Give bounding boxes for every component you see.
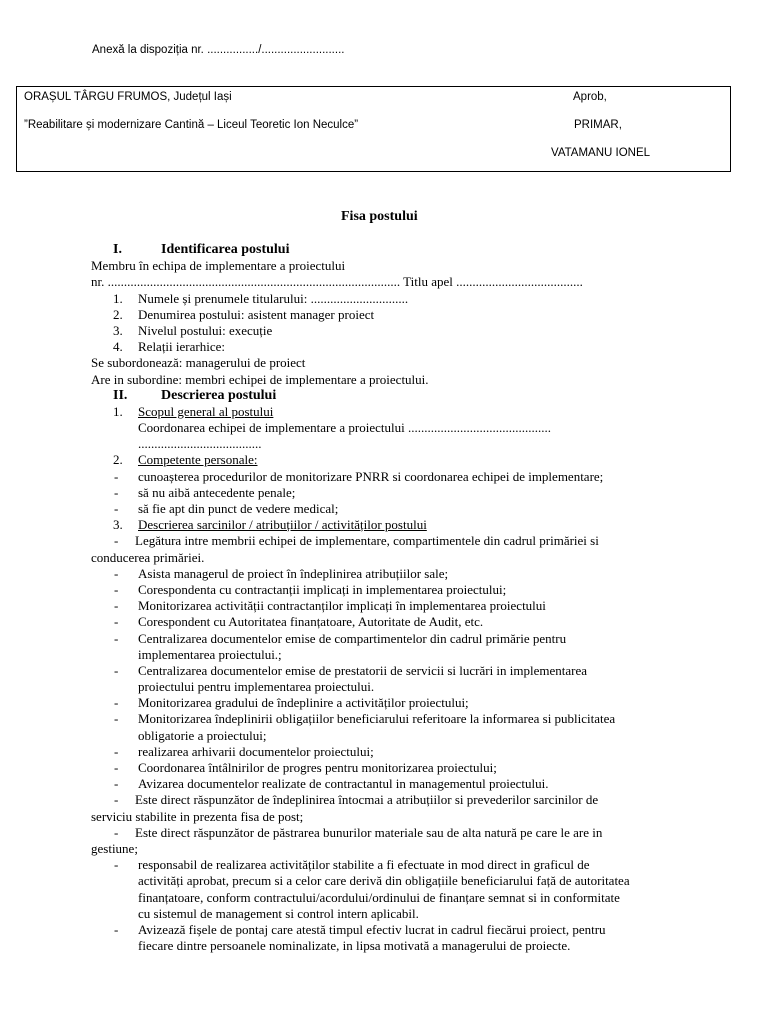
approval-label: Aprob, xyxy=(573,91,607,103)
line-text: ...................................... xyxy=(138,436,262,452)
section-heading-text: Identificarea postului xyxy=(161,242,290,257)
bullet-item xyxy=(91,631,691,647)
item-text: Nivelul postului: execuție xyxy=(138,322,273,338)
line-text: proiectului pentru implementarea proiectului. xyxy=(138,679,375,695)
bullet-item xyxy=(91,582,691,598)
paragraph-line xyxy=(91,841,691,857)
bullet-text: să fie apt din punct de vedere medical; xyxy=(138,501,339,516)
numbered-item xyxy=(91,517,691,533)
bullet-item xyxy=(91,485,691,501)
item-number: 3. xyxy=(113,322,123,338)
bullet-item xyxy=(91,922,691,938)
line-text: obligatorie a proiectului; xyxy=(138,727,267,743)
dash-bullet: - xyxy=(114,598,119,614)
item-text: Competente personale: xyxy=(138,452,258,468)
line-text: gestiune; xyxy=(91,840,138,856)
continuation-line xyxy=(91,728,691,744)
bullet-text: Corespondent cu Autoritatea finanțatoare, Autoritate de Audit, etc. xyxy=(138,614,484,630)
numbered-item xyxy=(91,291,691,307)
header-box xyxy=(16,86,731,172)
bullet-text: Este direct răspunzător de îndeplinirea întocmai a atribuțiilor si prevederilor sarcinilor de xyxy=(135,792,599,808)
dash-bullet: - xyxy=(114,533,119,549)
annex-reference: Anexă la dispoziția nr. ................/.......................... xyxy=(92,44,345,56)
continuation-line xyxy=(91,906,691,922)
bullet-item xyxy=(91,501,691,517)
dash-bullet: - xyxy=(114,857,119,873)
dash-bullet: - xyxy=(114,743,119,759)
numbered-item xyxy=(91,339,691,355)
item-text: Denumirea postului: asistent manager proiect xyxy=(138,306,375,322)
dash-bullet: - xyxy=(114,565,119,581)
project-name: ”Reabilitare și modernizare Cantină – Liceul Teoretic Ion Neculce” xyxy=(24,119,359,131)
item-number: 3. xyxy=(113,517,123,533)
item-text: Scopul general al postului xyxy=(138,403,274,419)
paragraph-line xyxy=(91,372,691,388)
line-text: fiecare dintre persoanele nominalizate, in lipsa motivată a managerului de proiecte. xyxy=(138,938,571,954)
continuation-line xyxy=(91,938,691,954)
line-text: Are in subordine: membri echipei de implementare a proiectului. xyxy=(91,371,429,387)
continuation-line xyxy=(91,436,691,452)
dash-bullet: - xyxy=(114,468,119,484)
continuation-line xyxy=(91,890,691,906)
section-number: I. xyxy=(113,242,122,257)
bullet-item xyxy=(91,857,691,873)
dash-bullet: - xyxy=(114,662,119,678)
bullet-item xyxy=(91,663,691,679)
item-number: 1. xyxy=(113,290,123,306)
mayor-title: PRIMAR, xyxy=(574,119,622,131)
paragraph-line xyxy=(91,550,691,566)
dash-bullet: - xyxy=(114,695,119,711)
bullet-item xyxy=(91,776,691,792)
dash-bullet: - xyxy=(114,614,119,630)
line-text: cu sistemul de management si control intern aplicabil. xyxy=(138,905,419,921)
dash-bullet: - xyxy=(114,792,119,808)
bullet-item xyxy=(91,469,691,485)
dash-bullet: - xyxy=(114,711,119,727)
bullet-text: Este direct răspunzător de păstrarea bunurilor materiale sau de alta natură pe care le are in xyxy=(135,824,603,840)
bullet-item xyxy=(91,711,691,727)
item-number: 1. xyxy=(113,403,123,419)
mayor-name: VATAMANU IONEL xyxy=(551,147,651,159)
bullet-item xyxy=(91,792,691,808)
continuation-line xyxy=(91,420,691,436)
bullet-text: Monitorizarea îndeplinirii obligațiilor beneficiarului referitoare la informarea si publicitatea xyxy=(138,711,616,727)
line-text: Se subordonează: managerului de proiect xyxy=(91,355,306,371)
bullet-item xyxy=(91,744,691,760)
bullet-text: Coordonarea întâlnirilor de progres pentru monitorizarea proiectului; xyxy=(138,760,497,775)
dash-bullet: - xyxy=(114,630,119,646)
dash-bullet: - xyxy=(114,776,119,792)
bullet-text: Avizează fișele de pontaj care atestă timpul efectiv lucrat in cadrul fiecărui proiect, pentru xyxy=(138,921,606,937)
numbered-item xyxy=(91,404,691,420)
section-heading xyxy=(91,388,691,404)
bullet-text: Corespondenta cu contractanții implicați in implementarea proiectului; xyxy=(138,581,507,597)
bullet-text: cunoașterea procedurilor de monitorizare PNRR si coordonarea echipei de implementare; xyxy=(138,468,604,484)
document-title: Fisa postului xyxy=(341,209,418,224)
paragraph-line xyxy=(91,809,691,825)
bullet-text: responsabil de realizarea activităților stabilite a fi efectuate in mod direct in graficul de xyxy=(138,857,590,873)
line-text: finanțatoare, conform contractului/acordului/ordinului de finanțare semnat si in conformitate xyxy=(138,889,620,905)
bullet-text: Monitorizarea gradului de îndeplinire a activităților proiectului; xyxy=(138,695,469,711)
item-number: 4. xyxy=(113,339,123,355)
numbered-item xyxy=(91,452,691,468)
section-number: II. xyxy=(113,387,128,403)
line-text: activități aprobat, precum si a celor care derivă din obligațiile beneficiarului față de autoritatea xyxy=(138,873,630,889)
paragraph-line xyxy=(91,274,691,290)
bullet-item xyxy=(91,760,691,776)
item-number: 2. xyxy=(113,306,123,322)
paragraph-line xyxy=(91,258,691,274)
dash-bullet: - xyxy=(114,501,119,516)
bullet-text: Legătura intre membrii echipei de implementare, compartimentele din cadrul primăriei si xyxy=(135,533,599,549)
item-text: Relații ierarhice: xyxy=(138,339,225,355)
dash-bullet: - xyxy=(114,921,119,937)
line-text: serviciu stabilite in prezenta fisa de post; xyxy=(91,808,304,824)
bullet-text: realizarea arhivarii documentelor proiectului; xyxy=(138,743,374,759)
line-text: nr. .......................................................................................... Titlu apel ....................................... xyxy=(91,274,583,290)
bullet-text: Asista managerul de proiect în îndeplinirea atribuțiilor sale; xyxy=(138,565,449,581)
dash-bullet: - xyxy=(114,760,119,775)
line-text: conducerea primăriei. xyxy=(91,549,205,565)
bullet-item xyxy=(91,533,691,549)
numbered-item xyxy=(91,323,691,339)
bullet-item xyxy=(91,566,691,582)
continuation-line xyxy=(91,873,691,889)
dash-bullet: - xyxy=(114,824,119,840)
bullet-item xyxy=(91,825,691,841)
line-text: implementarea proiectului.; xyxy=(138,646,282,662)
bullet-text: Avizarea documentelor realizate de contractantul in managementul proiectului. xyxy=(138,776,549,792)
line-text: Coordonarea echipei de implementare a proiectului ............................................ xyxy=(138,420,551,436)
dash-bullet: - xyxy=(114,484,119,500)
bullet-text: Monitorizarea activității contractanților implicați în implementarea proiectului xyxy=(138,598,546,614)
line-text: Membru în echipa de implementare a proiectului xyxy=(91,258,346,274)
paragraph-line xyxy=(91,355,691,371)
continuation-line xyxy=(91,679,691,695)
numbered-item xyxy=(91,307,691,323)
item-text: Numele și prenumele titularului: .............................. xyxy=(138,290,409,306)
item-number: 2. xyxy=(113,452,123,468)
continuation-line xyxy=(91,647,691,663)
bullet-text: Centralizarea documentelor emise de compartimentelor din cadrul primărie pentru xyxy=(138,630,567,646)
bullet-text: să nu aibă antecedente penale; xyxy=(138,484,296,500)
section-heading-text: Descrierea postului xyxy=(161,387,277,403)
city-county: ORAȘUL TÂRGU FRUMOS, Județul Iași xyxy=(24,91,232,103)
bullet-item xyxy=(91,598,691,614)
bullet-item xyxy=(91,614,691,630)
job-description-body xyxy=(91,242,691,954)
bullet-item xyxy=(91,695,691,711)
bullet-text: Centralizarea documentelor emise de prestatorii de servicii si lucrări in implementarea xyxy=(138,662,588,678)
item-text: Descrierea sarcinilor / atribuțiilor / activităților postului xyxy=(138,517,427,533)
section-heading xyxy=(91,242,691,258)
dash-bullet: - xyxy=(114,581,119,597)
